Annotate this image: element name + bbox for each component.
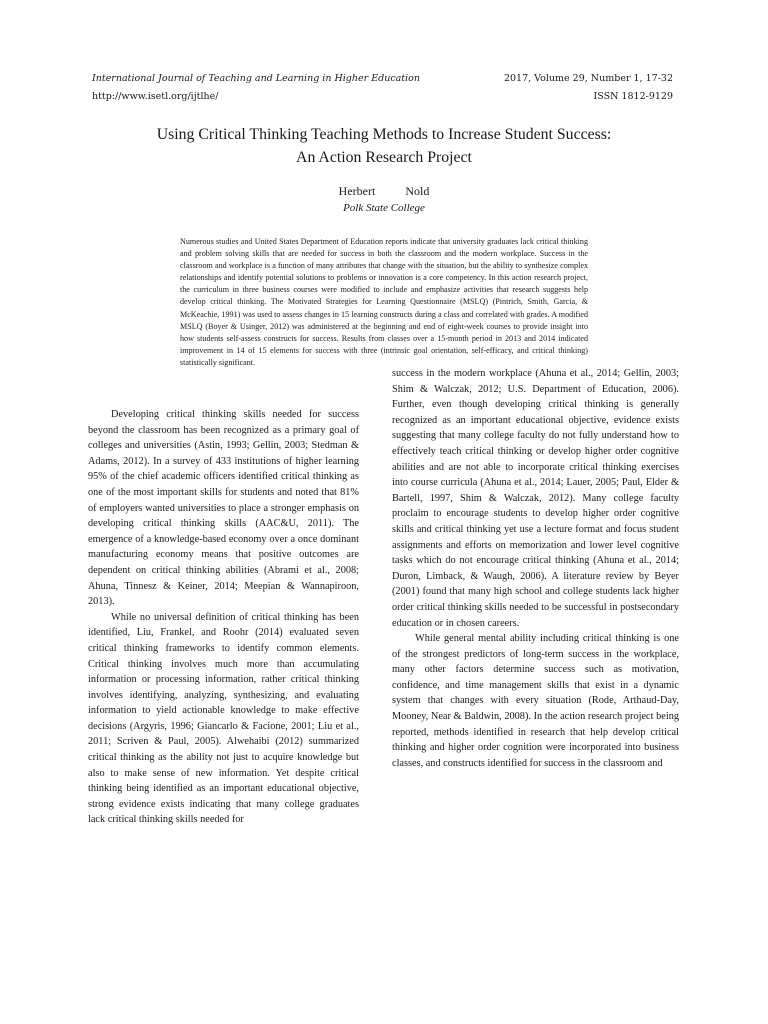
author-last-name: Nold [405,184,430,198]
title-line-2: An Action Research Project [296,149,472,166]
title-line-1: Using Critical Thinking Teaching Methods to Increase Student Success: [156,126,612,143]
volume-info: 2017, Volume 29, Number 1, 17-32 [503,73,673,84]
author-name [0,184,768,199]
journal-url: http://www.isetl.org/ijtlhe/ [92,91,219,102]
issn: ISSN 1812-9129 [593,91,673,102]
body-paragraph: success in the modern workplace (Ahuna et al., 2014; Gellin, 2003; Shim & Walczak, 2012; U.S. Department of Education, 2006). Further, even though developing critical thinking is generally recognized as an important educational objective, evidence exists suggesting that many college faculty do not fully understand how to effectively teach critical thinking or develop higher order cognitive abilities and are not able to incorporate critical thinking exercises into course curricula (Ahuna et al., 2014; Lauer, 2005; Paul, Elder & Bartell, 1997, Shim & Walczak, 2012). Many college faculty proclaim to encourage students to develop higher order cognitive skills and critical thinking yet use a lecture format and focus student assignments and efforts on memorization and lower level cognitive tasks which do not encourage critical thinking (Ahuna et al., 2014; Duron, Limback, & Waugh, 2006). A literature review by Beyer (2001) found that many high school and college students lack higher order critical thinking skills needed to be successful in postsecondary education or in chosen careers. [392,368,679,629]
author-first-name: Herbert [338,184,376,198]
body-paragraph: While no universal definition of critical thinking has been identified, Liu, Frankel, and Roohr (2014) evaluated seven critical thinking frameworks to identify common elements. Critical thinking involves much more than accumulating information or processing information, rather critical thinking involves identifying, analyzing, synthesizing, and evaluating information to yield actionable knowledge to make effective decisions (Argyris, 1996; Giancarlo & Facione, 2001; Liu et al., 2011; Scriven & Paul, 2005). Alwehaibi (2012) summarized critical thinking as the ability not just to acquire knowledge but also to make sense of new information. Yet despite critical thinking being identified as an important educational objective, strong evidence exists indicating that many college graduates lack critical thinking skills needed for [88,611,359,826]
journal-name: International Journal of Teaching and Learning in Higher Education [92,73,421,84]
body-paragraph: While general mental ability including critical thinking is one of the strongest predictors of long-term success in the workplace, many other factors determine success such as motivation, confidence, and time management skills that exist in a dynamic system that changes with every situation (Rode, Arthaud-Day, Mooney, Near & Baldwin, 2008). In the action research project being reported, methods identified in research that help develop critical thinking and higher order cognition were incorporated into business classes, and constructs identified for success in the classroom and [392,633,679,769]
abstract: Numerous studies and United States Department of Education reports indicate that university graduates lack critical thinking and problem solving skills that are needed for success in both the classroom and the modern workplace. Success in the classroom and workplace is a function of many attributes that change with the situation, but the ability to synthesize complex relationships and identify potential solutions to problems or innovation is a core competency. In this action research project, the curriculum in three business courses were modified to include and emphasize activities that research suggests help develop critical thinking. The Motivated Strategies for Learning Questionnaire (MSLQ) (Pintrich, Smith, Garcia, & McKeachie, 1991) was used to assess changes in 15 learning constructs during a class and correlated with grades. A modified MSLQ (Boyer & Usinger, 2012) was administered at the beginning and end of eight-week courses to provide insight into how students self-assess constructs for success. Results from classes over a 15-month period in 2013 and 2014 indicated improvement in 14 of 15 elements for success with three (intrinsic goal orientation, self-efficacy, and critical thinking) statistically significant. [180,237,588,367]
author-affiliation: Polk State College [343,202,425,214]
body-column-right [392,366,679,771]
article-title [80,123,688,169]
body-paragraph: Developing critical thinking skills needed for success beyond the classroom has been recognized as a primary goal of colleges and universities (Astin, 1993; Gellin, 2003; Stedman & Adams, 2012). In a survey of 433 institutions of higher learning 95% of the chief academic officers identified critical thinking as one of the most important skills for students and noted that 81% of employers wanted universities to place a stronger emphasis on developing critical thinking skills (AAC&U, 2011). The emergence of a knowledge-based economy over a once dominant manufacturing economy means that positive outcomes are dependent on critical thinking abilities (Abrami et al., 2008; Ahuna, Tinnesz & Keiner, 2014; Meepian & Wannapiroon, 2013). [88,409,359,608]
body-column-left [88,407,359,828]
